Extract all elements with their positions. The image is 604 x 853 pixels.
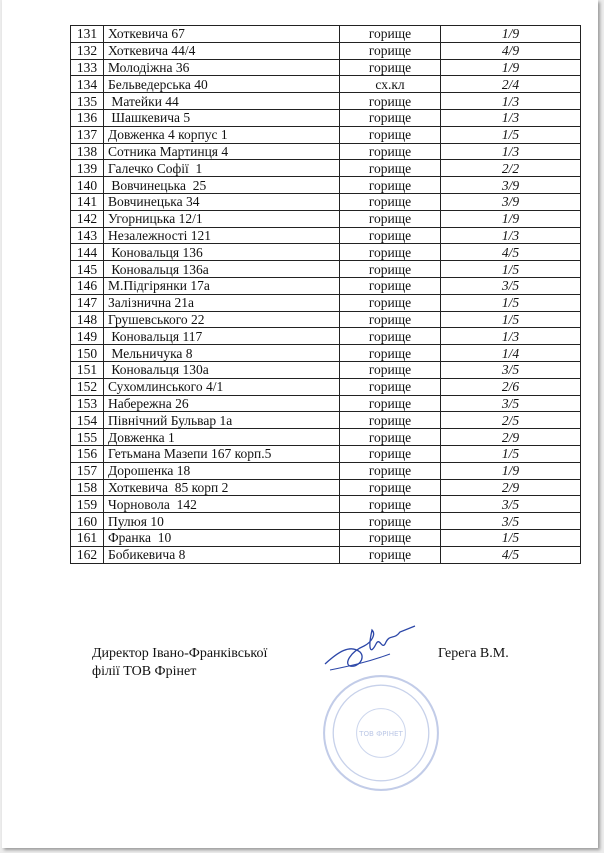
street-address: Довженка 4 корпус 1 (104, 126, 340, 143)
install-location: горище (340, 160, 441, 177)
row-number: 132 (71, 42, 104, 59)
install-location: горище (340, 59, 441, 76)
street-address: Північний Бульвар 1а (104, 412, 340, 429)
entrance-floor: 1/3 (441, 109, 581, 126)
table-row (71, 529, 581, 546)
street-address: Бельведерська 40 (104, 76, 340, 93)
install-location: горище (340, 412, 441, 429)
row-number: 134 (71, 76, 104, 93)
street-address: Вовчинецька 25 (104, 177, 340, 194)
row-number: 162 (71, 546, 104, 563)
street-address: Молодіжна 36 (104, 59, 340, 76)
row-number: 151 (71, 361, 104, 378)
row-number: 139 (71, 160, 104, 177)
table-row (71, 26, 581, 43)
entrance-floor: 2/6 (441, 378, 581, 395)
row-number: 136 (71, 109, 104, 126)
entrance-floor: 2/9 (441, 479, 581, 496)
table-row (71, 193, 581, 210)
row-number: 141 (71, 193, 104, 210)
install-location: горище (340, 210, 441, 227)
entrance-floor: 3/9 (441, 177, 581, 194)
entrance-floor: 1/9 (441, 59, 581, 76)
install-location: горище (340, 479, 441, 496)
row-number: 143 (71, 227, 104, 244)
install-location: горище (340, 261, 441, 278)
street-address: Довженка 1 (104, 429, 340, 446)
table-row (71, 59, 581, 76)
table-row (71, 345, 581, 362)
install-location: горище (340, 277, 441, 294)
row-number: 142 (71, 210, 104, 227)
install-location: горище (340, 311, 441, 328)
stamp-text: ТОВ ФРІНЕТ (359, 729, 403, 739)
entrance-floor: 1/9 (441, 462, 581, 479)
entrance-floor: 1/3 (441, 93, 581, 110)
entrance-floor: 3/5 (441, 395, 581, 412)
table-row (71, 328, 581, 345)
install-location: горище (340, 378, 441, 395)
street-address: Шашкевича 5 (104, 109, 340, 126)
table-row (71, 210, 581, 227)
row-number: 150 (71, 345, 104, 362)
table-row (71, 109, 581, 126)
table-row (71, 160, 581, 177)
install-location: горище (340, 429, 441, 446)
table-row (71, 462, 581, 479)
entrance-floor: 2/9 (441, 429, 581, 446)
table-row (71, 496, 581, 513)
street-address: Набережна 26 (104, 395, 340, 412)
entrance-floor: 3/5 (441, 513, 581, 530)
table-row (71, 361, 581, 378)
table-row (71, 513, 581, 530)
install-location: горище (340, 513, 441, 530)
table-row (71, 277, 581, 294)
entrance-floor: 1/5 (441, 294, 581, 311)
entrance-floor: 1/3 (441, 143, 581, 160)
street-address: Угорницька 12/1 (104, 210, 340, 227)
install-location: горище (340, 93, 441, 110)
table-row (71, 429, 581, 446)
row-number: 156 (71, 445, 104, 462)
entrance-floor: 3/5 (441, 277, 581, 294)
street-address: Дорошенка 18 (104, 462, 340, 479)
entrance-floor: 1/5 (441, 445, 581, 462)
street-address: Вовчинецька 34 (104, 193, 340, 210)
row-number: 154 (71, 412, 104, 429)
row-number: 147 (71, 294, 104, 311)
table-row (71, 143, 581, 160)
signatory-name: Герега В.М. (438, 646, 509, 661)
entrance-floor: 4/5 (441, 244, 581, 261)
install-location: горище (340, 26, 441, 43)
install-location: горище (340, 462, 441, 479)
table-row (71, 261, 581, 278)
row-number: 149 (71, 328, 104, 345)
table-row (71, 479, 581, 496)
table-row (71, 294, 581, 311)
table-row (71, 177, 581, 194)
entrance-floor: 1/5 (441, 261, 581, 278)
street-address: Залізнична 21а (104, 294, 340, 311)
row-number: 160 (71, 513, 104, 530)
install-location: горище (340, 126, 441, 143)
row-number: 146 (71, 277, 104, 294)
entrance-floor: 1/4 (441, 345, 581, 362)
entrance-floor: 1/3 (441, 227, 581, 244)
street-address: Хоткевича 44/4 (104, 42, 340, 59)
entrance-floor: 1/5 (441, 311, 581, 328)
entrance-floor: 4/9 (441, 42, 581, 59)
entrance-floor: 3/5 (441, 496, 581, 513)
table-row (71, 227, 581, 244)
install-location: горище (340, 143, 441, 160)
install-location: сх.кл (340, 76, 441, 93)
company-stamp (320, 672, 442, 794)
row-number: 133 (71, 59, 104, 76)
row-number: 157 (71, 462, 104, 479)
street-address: Хоткевича 85 корп 2 (104, 479, 340, 496)
row-number: 137 (71, 126, 104, 143)
entrance-floor: 2/4 (441, 76, 581, 93)
install-location: горище (340, 244, 441, 261)
entrance-floor: 1/9 (441, 210, 581, 227)
table-row (71, 546, 581, 563)
entrance-floor: 2/2 (441, 160, 581, 177)
entrance-floor: 3/5 (441, 361, 581, 378)
entrance-floor: 1/5 (441, 529, 581, 546)
document-page (2, 0, 598, 848)
table-row (71, 311, 581, 328)
install-location: горище (340, 395, 441, 412)
row-number: 161 (71, 529, 104, 546)
install-location: горище (340, 345, 441, 362)
install-location: горище (340, 445, 441, 462)
row-number: 159 (71, 496, 104, 513)
table-row (71, 126, 581, 143)
street-address: Хоткевича 67 (104, 26, 340, 43)
street-address: Пулюя 10 (104, 513, 340, 530)
street-address: Гетьмана Мазепи 167 корп.5 (104, 445, 340, 462)
street-address: Незалежності 121 (104, 227, 340, 244)
street-address: М.Підгірянки 17а (104, 277, 340, 294)
table-row (71, 76, 581, 93)
install-location: горище (340, 496, 441, 513)
address-table-body (71, 26, 581, 564)
row-number: 135 (71, 93, 104, 110)
street-address: Коновальця 136а (104, 261, 340, 278)
street-address: Матейки 44 (104, 93, 340, 110)
table-row (71, 42, 581, 59)
street-address: Коновальця 130а (104, 361, 340, 378)
street-address: Галечко Софії 1 (104, 160, 340, 177)
install-location: горище (340, 109, 441, 126)
table-row (71, 445, 581, 462)
install-location: горище (340, 177, 441, 194)
street-address: Сотника Мартинця 4 (104, 143, 340, 160)
entrance-floor: 1/3 (441, 328, 581, 345)
install-location: горище (340, 193, 441, 210)
row-number: 152 (71, 378, 104, 395)
table-row (71, 244, 581, 261)
install-location: горище (340, 328, 441, 345)
table-row (71, 378, 581, 395)
row-number: 155 (71, 429, 104, 446)
street-address: Франка 10 (104, 529, 340, 546)
position-line-1: Директор Івано-Франківської (92, 646, 268, 661)
entrance-floor: 1/5 (441, 126, 581, 143)
street-address: Коновальця 136 (104, 244, 340, 261)
row-number: 158 (71, 479, 104, 496)
install-location: горище (340, 42, 441, 59)
street-address: Чорновола 142 (104, 496, 340, 513)
street-address: Коновальця 117 (104, 328, 340, 345)
entrance-floor: 1/9 (441, 26, 581, 43)
install-location: горище (340, 546, 441, 563)
street-address: Бобикевича 8 (104, 546, 340, 563)
install-location: горище (340, 294, 441, 311)
install-location: горище (340, 361, 441, 378)
row-number: 148 (71, 311, 104, 328)
entrance-floor: 2/5 (441, 412, 581, 429)
street-address: Грушевського 22 (104, 311, 340, 328)
install-location: горище (340, 227, 441, 244)
table-row (71, 395, 581, 412)
position-line-2: філії ТОВ Фрінет (92, 664, 197, 679)
street-address: Мельничука 8 (104, 345, 340, 362)
street-address: Сухомлинського 4/1 (104, 378, 340, 395)
table-row (71, 93, 581, 110)
signatory-position (92, 645, 267, 681)
row-number: 144 (71, 244, 104, 261)
table-row (71, 412, 581, 429)
address-table (70, 25, 581, 564)
install-location: горище (340, 529, 441, 546)
row-number: 153 (71, 395, 104, 412)
row-number: 145 (71, 261, 104, 278)
row-number: 138 (71, 143, 104, 160)
row-number: 140 (71, 177, 104, 194)
entrance-floor: 3/9 (441, 193, 581, 210)
row-number: 131 (71, 26, 104, 43)
entrance-floor: 4/5 (441, 546, 581, 563)
